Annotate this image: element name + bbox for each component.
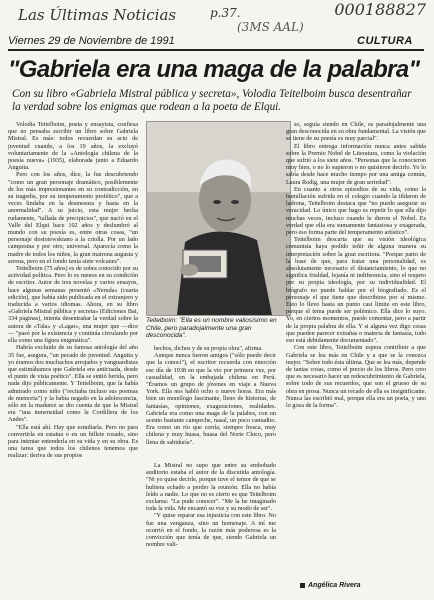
- article-column-3: [286, 121, 426, 576]
- article-column-2: [146, 345, 276, 465]
- headline: "Gabriela era una maga de la palabra": [8, 56, 420, 83]
- dateline: Viernes 29 de Noviembre de 1991: [8, 35, 175, 47]
- photo-caption: Teitelboim: "Ella es un nombre valiosísimo en Chile, pero paradojalmente una gran desconocida".: [146, 317, 277, 340]
- portrait-illustration: [147, 122, 290, 315]
- article-paragraph: Teitelboim descarta que su visión ideológica comunista haya podido teñir de alguna manera su interpretación sobre la gran escritora. "Porque parto de la base de que, para tratar una personalidad, es absolutamente necesario el distanciamiento, lo que no significa frialdad, lejanía ni indiferencia, sino el respeto por su propia ideología, por su individualidad. El biógrafo no puede hablar por el biografiado. Es el personaje el que tiene que describirse por sí mismo. Esto lo llevo hasta un punto casi límite en este libro, porque el tema puede ser polémico. Ella dice lo suyo. Yo, en ciertos momentos, puedo comentar, pero a partir de la propia palabra de ella. Y si alguna vez digo cosas que pueden parecer extrañas o materia de fantasía, todo eso está debidamente documentado".: [286, 236, 426, 345]
- article-paragraph: "Y quise reparar esa injusticia con este libro. No fue una venganza, sino un homenaje. A mí me ocurrió en el fondo, la razón más poderosa es la convicción que tenía de que, siendo Gabriela un nombre vali-: [146, 512, 276, 549]
- portrait-photo: [146, 121, 291, 316]
- section-name: CULTURA: [357, 35, 413, 47]
- byline: [300, 582, 361, 589]
- article-paragraph: Aunque nunca fueron amigos ("sólo puedo decir que la conocí"), el escritor recuerda con emoción ese día de 1938 en que la vio por primera vez, por casualidad, en la embajada chilena en Perú. "Éramos un grupo de jóvenes en viaje a Nueva York. Ella nos habló ocho o nueve horas. Era más bien un monólogo fascinante, lleno de historias, de fantasías, opiniones, exageraciones, realidades. Gabriela era como una maga de la palabra, con un acento bastante campeche, nasal, un poco cantadito. Era como un río que corría, siempre fresca, muy chilena y muy huasa, huasa del Norte Chico, pero llena de sabiduría".: [146, 352, 276, 446]
- article-column-1: [8, 121, 138, 589]
- square-bullet-icon: [300, 583, 305, 588]
- handwritten-stamp-note: (3MS AAL): [237, 20, 304, 34]
- handwritten-archive-code: 000188827: [334, 0, 426, 19]
- article-paragraph: Volodia Teitelboim, poeta y ensayista, confiesa que no pensaba escribir un libro sobre Gabriela Mistral. Es más: todos recuerdan su acto de juventud cuando, a los 19 años, la excluyó voluntariamente de la «Antología chilena de la poesía nueva» (1935), elaborada junto a Eduardo Anguita.: [8, 121, 138, 172]
- article-paragraph: so, seguía siendo en Chile, es paradojalmente una gran desconocida en su obra fundamental. La visión que se tiene de su poesía es muy parcial".: [286, 121, 426, 143]
- article-column-2-continued: [146, 462, 276, 589]
- article-paragraph: Teitelboim (75 años) es de sobra conocido por su actividad política. Pero lo es menos en su condición de escritor. Autor de tres novelas y varios ensayos, hace algunas semanas presentó «Neruda» (cuarta edición), que había sido publicada en el extranjero y traducida a varios idiomas. Ahora, en su libro «Gabriela Mistral pública y secreta» (Ediciones Bat, 334 páginas), intenta desentrañar la verdad sobre la autora de «Tala» y «Lagar», una mujer que —dice— "pasó por la existencia y continúa circulando por ella como una figura enigmática".: [8, 265, 138, 345]
- article-paragraph: Con este libro, Teitelboim espera contribuir a que Gabriela se lea más en Chile y a que se la conozca mejor. "Sobre todo ésta última. Que se lea más, depende de tantas cosas, como el precio de los libros. Pero creo que es necesario hacer un redescubrimiento de Gabriela, sobre todo de sus recuerdos, que son el grueso de su obra en prosa. Nunca un recado de ella es insignificante. Nunca las escribió mal, porque ella era un poeta, y uno lo goza de la forma".: [286, 344, 426, 409]
- article-paragraph: El libro entrega información nunca antes sabida sobre la Premio Nobel de Literatura, como la violación que sufrió a los siete años. "Personas que la conocieron muy bien, o no lo supieron o no quisieron decirlo. Yo lo sabía desde hace mucho tiempo por una amiga común, Laura Rodig, una mujer de gran seriedad".: [286, 142, 426, 186]
- handwritten-source-note: Las Últimas Noticias: [18, 6, 177, 24]
- article-paragraph: "Ella está ahí. Hay que estudiarla. Pero no para convertirla en estatua o en un billete rosado, sino para intentar entenderla en su vida y en su obra. Es una tarea que todos los chilenos tenemos que realizar: deriva de sus propios: [8, 423, 138, 460]
- header-rule: [8, 49, 424, 51]
- article-paragraph: La Mistral no supo que entre su embobado auditorio estaba el autor de la discutida antología. "Ni yo quise decirle, porque tuve el temor de que se hubiera echado a perder la reunión. Ella no había leído a nadie. Lo que no es cierto es que Teitelboim exclama: "La pude conocer". "Me la he imaginado toda la vida. Me encantó su voz y su modo de ser".: [146, 462, 276, 513]
- lede: Con su libro «Gabriela Mistral pública y secreta», Volodia Teitelboim busca desentrañar la verdad sobre los enigmas que rodean a la poeta de Elqui.: [12, 88, 412, 113]
- handwritten-page-note: p.37.: [210, 6, 241, 20]
- article-paragraph: En cuanto a otros episodios de su vida, como la humillación sufrida en el colegio cuando la tildaron de ladrona, Teitelboim destaca que "no puedo asegurar su veracidad. Lo único que hago es repetir lo que ella dijo muchas veces, incluso cuando le dieron el Nobel. Es verdad que ella era sumamente fantasiosa y exagerada, pero eso forma parte del temperamento artístico".: [286, 185, 426, 237]
- article-paragraph: hechos, dichos y de su propia obra", afirma.: [154, 345, 263, 352]
- article-paragraph: Pero con los años, dice, la fue descubriendo "como un gran personaje dramático, posiblemente de los más impresionantes en su contradicción, en su tragedia, por su temperamento profético", que a veces lindaba en la desmesura y hasta en la anormalidad". A su juicio, esta mujer hecha rudamente, "tallada de precipicios", que nació en el Valle del Elqui hace 102 años y deslumbró al mundo con su poesía es, entre otras cosas, "un personaje dostoiewskiano a la criolla. Por un lado campesina y por otro, universal. Aparecía como la madre de todos los niños, la gran matrona augusta y serena, pero en el fondo tenía siete volcanes".: [8, 171, 138, 265]
- article-paragraph: Habría excluido de su famosa antología del año 35 fue, asegura, "un pecado de juventud. Anguita y yo éramos dos muchachos arrojados y vanguardistas que estimábamos que Gabriela era anticuada, desde el punto de vista poético". Ella se sintió herida, pero nada dijo públicamente. Y Teitelboim, que la había admirado como niño ("recitaba incluso sus poemas de memoria") y la había negado en la adolescencia, sólo en la madurez se dio cuenta de que la Mistral era "una inmensidad como la Cordillera de los Andes".: [8, 344, 138, 424]
- byline-author: Angélica Rivera: [308, 582, 361, 589]
